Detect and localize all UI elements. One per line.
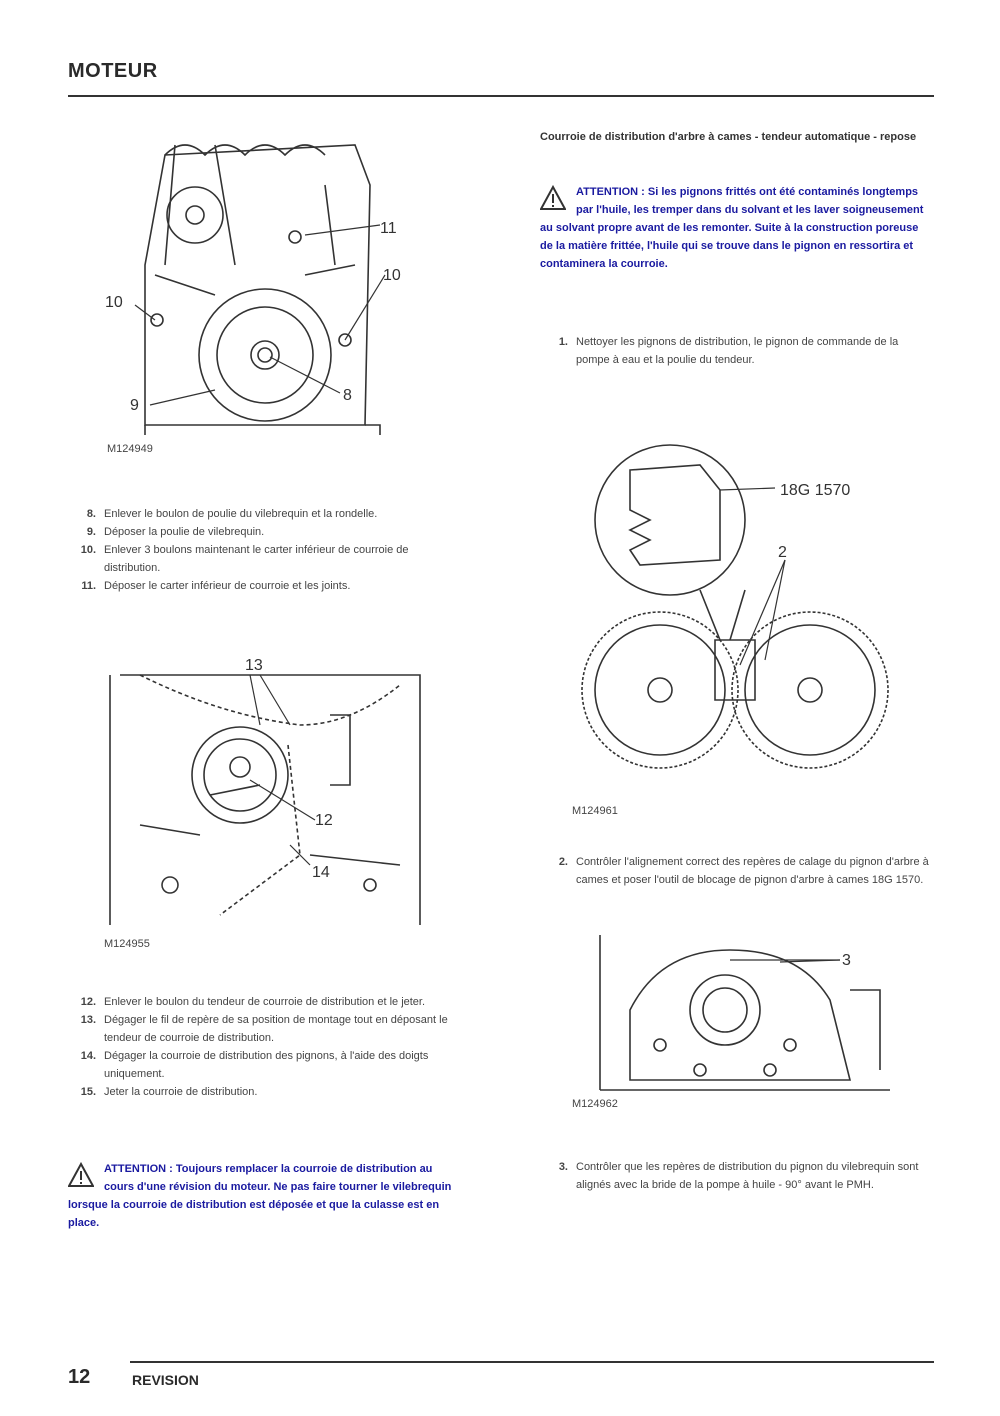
header-rule — [68, 95, 934, 97]
warning-triangle-icon — [540, 185, 566, 211]
camshaft-locking-tool-drawing — [570, 440, 900, 790]
callout-13: 13 — [245, 657, 263, 674]
callout-12: 12 — [315, 812, 333, 829]
callout-11: 11 — [380, 220, 397, 237]
footer-rule — [130, 1361, 934, 1363]
crankshaft-pulley-drawing — [95, 125, 425, 435]
steps-12-15 — [68, 993, 458, 1101]
step-item: 12. Enlever le boulon du tendeur de courroie de distribution et le jeter. — [80, 996, 426, 1008]
step-item: 14. Dégager la courroie de distribution des pignons, à l'aide des doigts uniquement. — [80, 1050, 429, 1080]
warning-triangle-icon — [68, 1162, 94, 1188]
figure-caption: M124949 — [107, 443, 153, 455]
callout-10-left: 10 — [105, 294, 123, 311]
steps-8-11 — [68, 505, 458, 595]
warning-note-right — [540, 183, 930, 273]
callout-10-right: 10 — [383, 267, 401, 284]
step-item: 8. Enlever le boulon de poulie du vilebrequin et la rondelle. — [86, 508, 378, 520]
footer-section-title: REVISION — [132, 1372, 199, 1388]
step-item: 13. Dégager le fil de repère de sa position de montage tout en déposant le tendeur de courroie de distribution. — [80, 1014, 448, 1044]
figure-crankshaft-timing-marks — [570, 930, 900, 1115]
warning-note-left — [68, 1160, 458, 1232]
step-1 — [540, 333, 930, 369]
section-subheading: Courroie de distribution d'arbre à cames - tendeur automatique - repose — [540, 131, 917, 143]
step-item: 11. Déposer le carter inférieur de courroie et les joints. — [81, 580, 351, 592]
step-item: 2. Contrôler l'alignement correct des repères de calage du pignon d'arbre à cames et poser l'outil de blocage de pignon d'arbre à cames 18G 1570. — [558, 856, 929, 886]
figure-crankshaft-pulley — [95, 125, 425, 455]
step-item: 1. Nettoyer les pignons de distribution, le pignon de commande de la pompe à eau et la poulie du tendeur. — [558, 336, 899, 366]
step-item: 10. Enlever 3 boulons maintenant le carter inférieur de courroie de distribution. — [80, 544, 409, 574]
page-header-title: MOTEUR — [68, 60, 158, 82]
step-2 — [540, 853, 930, 889]
crankshaft-timing-marks-drawing — [570, 930, 900, 1095]
tensioner-drawing — [100, 655, 430, 935]
step-item: 15. Jeter la courroie de distribution. — [80, 1086, 258, 1098]
warning-text: ATTENTION : Si les pignons frittés ont été contaminés longtemps par l'huile, les tremper dans du solvant et les laver soigneusement au solvant propre avant de les remonter. Suite à la construction poreuse de la matière frittée, l'huile qui se trouve dans le pignon en ressortira et contaminera la courroie. — [540, 186, 924, 270]
step-item: 9. Déposer la poulie de vilebrequin. — [86, 526, 265, 538]
figure-camshaft-locking-tool — [570, 440, 900, 825]
figure-caption: M124955 — [104, 938, 150, 950]
step-item: 3. Contrôler que les repères de distribution du pignon du vilebrequin sont alignés avec la bride de la pompe à huile - 90° avant le PMH. — [558, 1161, 919, 1191]
callout-14: 14 — [312, 864, 330, 881]
callout-3: 3 — [842, 952, 851, 969]
figure-caption: M124961 — [572, 805, 618, 817]
figure-caption: M124962 — [572, 1098, 618, 1110]
callout-tool-18g1570: 18G 1570 — [780, 482, 851, 499]
callout-8: 8 — [343, 387, 352, 404]
callout-2: 2 — [778, 544, 787, 561]
step-3 — [540, 1158, 930, 1194]
callout-9: 9 — [130, 397, 139, 414]
figure-tensioner — [100, 655, 430, 955]
page-number: 12 — [68, 1366, 91, 1388]
warning-text: ATTENTION : Toujours remplacer la courroie de distribution au cours d'une révision du moteur. Ne pas faire tourner le vilebrequin lorsque la courroie de distribution est déposée et que la culasse est en place. — [68, 1163, 452, 1229]
